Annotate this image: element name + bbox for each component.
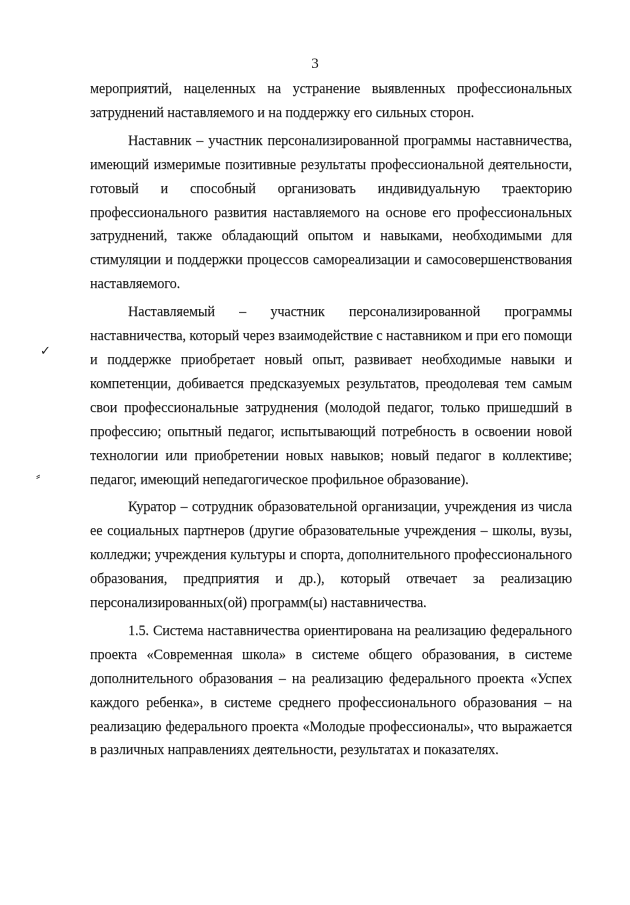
margin-mark-icon: ✓ <box>40 343 51 358</box>
paragraph-curator-definition: Куратор – сотрудник образовательной организации, учреждения из числа ее социальных партнеров (другие образовательные учреждения – школы, вузы, колледжи; учреждения культуры и спорта, дополнительного профессионального образования, предприятия и др.), который отвечает за реализацию персонализированных(ой) программ(ы) наставничества. <box>90 499 572 612</box>
paragraph-section-1-5: 1.5. Система наставничества ориентирована на реализацию федерального проекта «Современная школа» в системе общего образования, в системе дополнительного образования – на реализацию федерального проекта «Успех каждого ребенка», в системе среднего профессионального образования – на реализацию федерального проекта «Молодые профессионалы», что выражается в различных направлениях деятельности, результатах и показателях. <box>90 622 572 759</box>
paragraph-mentor-definition: Наставник – участник персонализированной программы наставничества, имеющий измеримые позитивные результаты профессиональной деятельности, готовый и способный организовать индивидуальную траекторию профессионального развития наставляемого на основе его профессиональных затруднений, также обладающий опытом и навыками, необходимыми для стимуляции и поддержки процессов самореализации и самосовершенствования наставляемого. <box>90 132 572 293</box>
document-body <box>90 78 572 763</box>
paragraph-mentee-definition: Наставляемый – участник персонализированной программы наставничества, который через взаимодействие с наставником и при его помощи и поддержке приобретает новый опыт, развивает необходимые навыки и компетенции, добивается предсказуемых результатов, преодолевая тем самым свои профессиональные затруднения (молодой педагог, только пришедший в профессию; опытный педагог, испытывающий потребность в освоении новой технологии или приобретении новых навыков; новый педагог в коллективе; педагог, имеющий непедагогическое профильное образование). <box>90 304 572 488</box>
page-number: 3 <box>311 56 319 72</box>
paragraph-continuation: мероприятий, нацеленных на устранение выявленных профессиональных затруднений наставляемого и на поддержку его сильных сторон. <box>90 81 572 121</box>
margin-mark-icon: ⸗ <box>36 468 41 483</box>
